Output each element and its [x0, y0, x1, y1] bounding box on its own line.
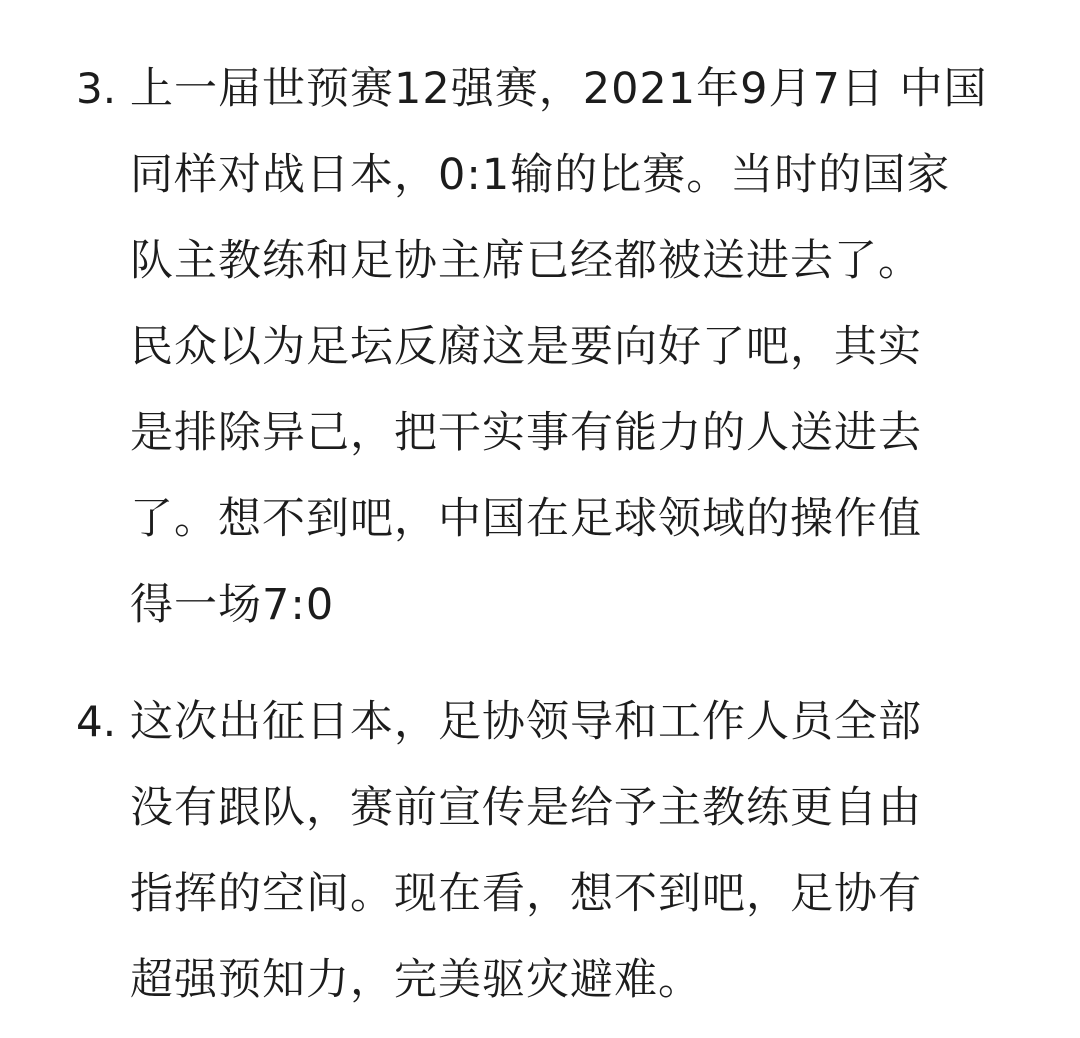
- paragraph-line: 超强预知力，完美驱灾避难。: [130, 955, 702, 1005]
- list-item-number: 4.: [76, 697, 117, 746]
- paragraph-line: 了。想不到吧，中国在足球领域的操作值: [130, 494, 922, 544]
- paragraph-line: 指挥的空间。现在看，想不到吧，足协有: [130, 869, 922, 919]
- list-item-number: 3.: [76, 64, 117, 113]
- paragraph-line: 得一场7:0: [130, 580, 335, 630]
- paragraph-line: 民众以为足坛反腐这是要向好了吧，其实: [130, 322, 922, 372]
- paragraph-line: 上一届世预赛12强赛，2021年9月7日 中国: [130, 64, 988, 114]
- paragraph-line: 队主教练和足协主席已经都被送进去了。: [130, 236, 922, 286]
- paragraph-line: 这次出征日本，足协领导和工作人员全部: [130, 697, 922, 747]
- paragraph-line: 没有跟队，赛前宣传是给予主教练更自由: [130, 783, 922, 833]
- paragraph-line: 是排除异己，把干实事有能力的人送进去: [130, 408, 922, 458]
- paragraph-line: 同样对战日本，0:1输的比赛。当时的国家: [130, 150, 951, 200]
